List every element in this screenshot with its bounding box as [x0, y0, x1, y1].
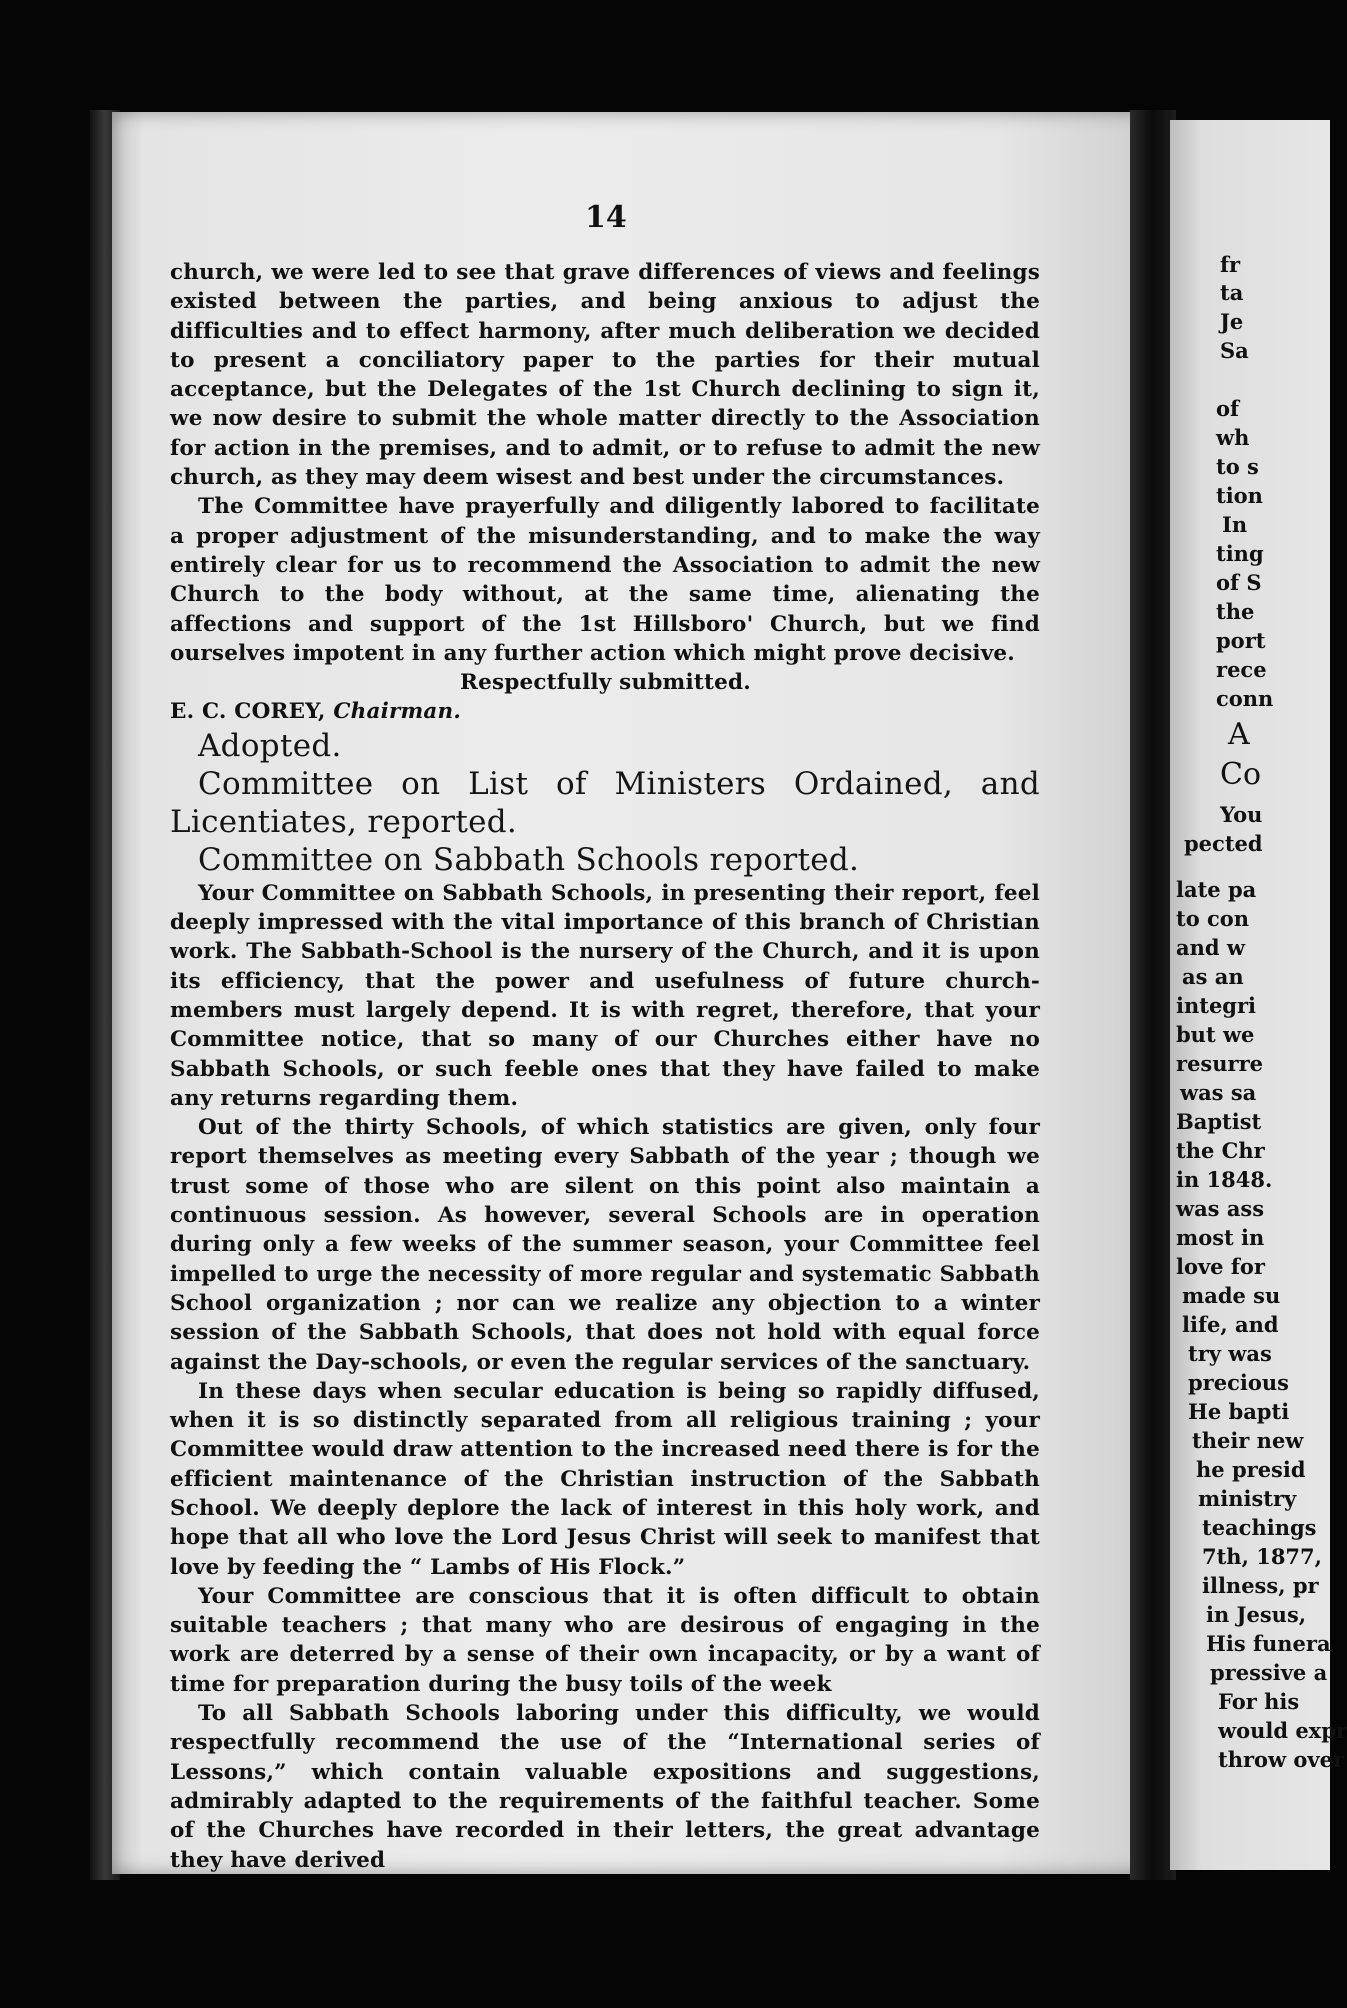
- facing-page-fragment: love for: [1176, 1254, 1265, 1279]
- paragraph-continued: church, we were led to see that grave differences of views and feelings existed between the parties, and being anxious to adjust the difficulties and to effect harmony, after much deliberation we decided to present a conciliatory paper to the parties for their mutual acceptance, but the Delegates of the 1st Church declining to sign it, we now desire to submit the whole matter directly to the Association for action in the premises, and to admit, or to refuse to admit the new church, as they may deem wisest and best under the circumstances.: [170, 260, 1040, 491]
- facing-page-fragment: rece: [1216, 657, 1267, 682]
- facing-page: [1170, 120, 1347, 1870]
- facing-page-fragment: 7th, 1877,: [1202, 1544, 1322, 1569]
- facing-page-fragment: ta: [1220, 280, 1244, 305]
- facing-page-fragment: His funera: [1206, 1631, 1331, 1656]
- facing-page-text: [1170, 120, 1347, 1870]
- sabbath-paragraph-4: Your Committee are conscious that it is often difficult to obtain suitable teachers ; that many who are desirous of engaging in the work are deterred by a sense of their own incapacity, or by a want of time for preparation during the busy toils of the week: [170, 1583, 1040, 1697]
- facing-page-fragment: he presid: [1196, 1457, 1306, 1482]
- facing-page-fragment: throw over: [1218, 1747, 1345, 1772]
- facing-page-fragment: wh: [1216, 425, 1250, 450]
- facing-page-fragment: most in: [1176, 1225, 1265, 1250]
- sabbath-paragraph-2: Out of the thirty Schools, of which statistics are given, only four report themselves as meeting every Sabbath of the year ; though we trust some of those who are silent on this point also maintain a continuous session. As however, several Schools are in operation during only a few weeks of the summer season, your Committee feel impelled to urge the necessity of more regular and systematic Sabbath School organization ; nor can we realize any objection to a winter session of the Sabbath Schools, that does not hold with equal force against the Day-schools, or even the regular services of the sanctuary.: [170, 1115, 1040, 1375]
- facing-page-fragment: Baptist: [1176, 1109, 1262, 1134]
- facing-page-fragment: but we: [1176, 1022, 1255, 1047]
- facing-page-fragment: pected: [1184, 831, 1263, 856]
- facing-page-fragment: ting: [1216, 541, 1264, 566]
- signature-respectfully: Respectfully submitted.: [460, 670, 751, 696]
- facing-page-fragment: integri: [1176, 993, 1257, 1018]
- sabbath-paragraph-5: To all Sabbath Schools laboring under this difficulty, we would respectfully recommend the use of the “International series of Lessons,” which contain valuable expositions and suggestions, admirably adapted to the requirements of the faithful teacher. Some of the Churches have recorded in their letters, the great advantage they have derived: [170, 1701, 1040, 1873]
- facing-page-fragment: conn: [1216, 686, 1274, 711]
- page-body: [170, 258, 1040, 1875]
- facing-page-fragment: and w: [1176, 935, 1245, 960]
- facing-page-fragment: late pa: [1176, 877, 1257, 902]
- facing-page-fragment: A: [1228, 717, 1250, 752]
- paragraph-committee: The Committee have prayerfully and diligently labored to facilitate a proper adjustment of the misunderstanding, and to make the way entirely clear for us to recommend the Association to admit the new Church to the body without, at the same time, alienating the affections and support of the 1st Hillsboro' Church, but we find ourselves impotent in any further action which might prove decisive.: [170, 494, 1040, 666]
- facing-page-fragment: in Jesus,: [1206, 1602, 1307, 1627]
- facing-page-fragment: You: [1220, 802, 1263, 827]
- facing-page-fragment: the: [1216, 599, 1255, 624]
- facing-page-fragment: of: [1216, 396, 1240, 421]
- facing-page-fragment: to con: [1176, 906, 1250, 931]
- signature-title: Chairman.: [333, 699, 462, 725]
- facing-page-fragment: their new: [1192, 1428, 1304, 1453]
- facing-page-fragment: Je: [1220, 309, 1244, 334]
- signature-name: E. C. COREY,: [170, 699, 326, 725]
- facing-page-fragment: was ass: [1176, 1196, 1265, 1221]
- facing-page-fragment: fr: [1220, 252, 1241, 277]
- signature-line: [170, 697, 1040, 726]
- facing-page-fragment: to s: [1216, 454, 1259, 479]
- page-number: 14: [585, 200, 627, 235]
- facing-page-fragment: For his: [1218, 1689, 1300, 1714]
- facing-page-fragment: ministry: [1198, 1486, 1297, 1511]
- facing-page-fragment: Co: [1220, 757, 1262, 792]
- facing-page-fragment: try was: [1188, 1341, 1272, 1366]
- facing-page-fragment: as an: [1182, 964, 1244, 989]
- sabbath-paragraph-1: Your Committee on Sabbath Schools, in presenting their report, feel deeply impressed with the vital importance of this branch of Christian work. The Sabbath-School is the nursery of the Church, and it is upon its efficiency, that the power and usefulness of future church-members must largely depend. It is with regret, therefore, that your Committee notice, that so many of our Churches either have no Sabbath Schools, or such feeble ones that they have failed to make any returns regarding them.: [170, 880, 1040, 1111]
- facing-page-fragment: in 1848.: [1176, 1167, 1273, 1192]
- facing-page-fragment: illness, pr: [1202, 1573, 1319, 1598]
- facing-page-fragment: was sa: [1180, 1080, 1257, 1105]
- facing-page-fragment: He bapti: [1188, 1399, 1290, 1424]
- facing-page-fragment: resurre: [1176, 1051, 1264, 1076]
- facing-page-fragment: would expr: [1218, 1718, 1347, 1743]
- facing-page-fragment: made su: [1182, 1283, 1281, 1308]
- facing-page-fragment: tion: [1216, 483, 1263, 508]
- facing-page-fragment: the Chr: [1176, 1138, 1265, 1163]
- facing-page-fragment: port: [1216, 628, 1266, 653]
- facing-page-fragment: Sa: [1220, 338, 1249, 363]
- adopted-heading: Adopted.: [198, 727, 342, 764]
- facing-page-fragment: In: [1222, 512, 1248, 537]
- facing-page-fragment: pressive a: [1210, 1660, 1328, 1685]
- facing-page-fragment: precious: [1188, 1370, 1289, 1395]
- facing-page-fragment: of S: [1216, 570, 1262, 595]
- facing-page-fragment: teachings: [1202, 1515, 1317, 1540]
- ministers-heading: Committee on List of Ministers Ordained, and Licentiates, reported.: [170, 765, 1040, 840]
- sabbath-heading: Committee on Sabbath Schools reported.: [198, 841, 860, 878]
- facing-page-fragment: life, and: [1182, 1312, 1279, 1337]
- sabbath-paragraph-3: In these days when secular education is being so rapidly diffused, when it is so distinctly separated from all religious training ; your Committee would draw attention to the increased need there is for the efficient maintenance of the Christian instruction of the Sabbath School. We deeply deplore the lack of interest in this holy work, and hope that all who love the Lord Jesus Christ will seek to manifest that love by feeding the “ Lambs of His Flock.”: [170, 1378, 1040, 1580]
